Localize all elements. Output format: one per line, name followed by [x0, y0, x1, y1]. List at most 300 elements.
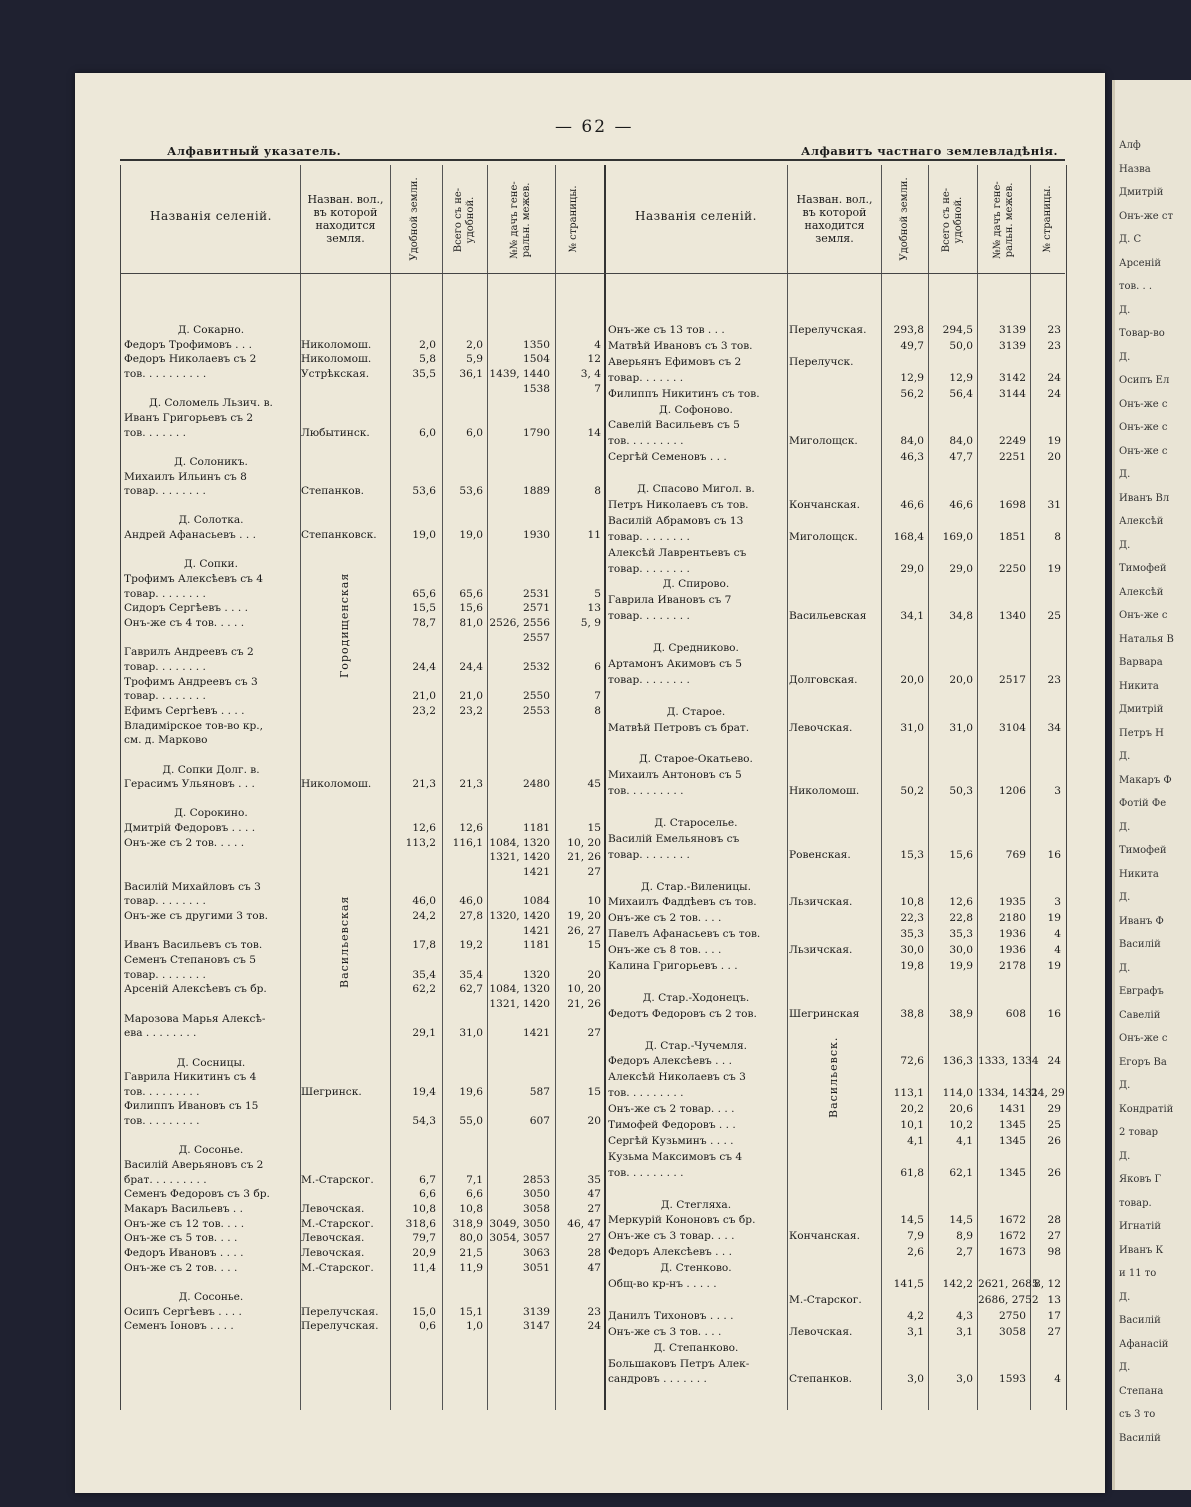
- village-heading: Д. Стар.-Чучемля.: [644, 1039, 748, 1052]
- survey-number: 1504: [523, 353, 550, 366]
- page-ref: 20: [587, 1115, 601, 1128]
- page-ref: 3: [1054, 785, 1061, 798]
- total-area: 4,3: [956, 1309, 973, 1322]
- total-area: 50,0: [949, 339, 973, 352]
- arable-area: 21,0: [412, 690, 436, 703]
- total-area: 62,1: [949, 1166, 973, 1179]
- page-ref: 19, 20: [567, 910, 601, 922]
- total-area: 55,0: [459, 1115, 483, 1128]
- page-ref: 8, 12: [1034, 1278, 1061, 1290]
- adjacent-page-text: Алексѣй: [1119, 516, 1164, 527]
- owner-name: Василій Аверьяновъ съ 2: [124, 1159, 264, 1172]
- village-heading: Д. Спасово Мигол. в.: [637, 483, 755, 495]
- arable-area: 79,7: [412, 1232, 436, 1245]
- page-ref: 46, 47: [567, 1217, 601, 1230]
- village-heading: Д. Сосницы.: [176, 1056, 246, 1069]
- arable-area: 29,1: [412, 1027, 436, 1040]
- owner-name: товар. . . . . . . .: [608, 673, 690, 686]
- volost-name: Левочская.: [789, 1325, 853, 1338]
- owner-name: Сидоръ Сергѣевъ . . . .: [124, 602, 248, 615]
- owner-name: Сергѣй Семеновъ . . .: [608, 451, 727, 464]
- total-area: 35,4: [459, 968, 483, 981]
- village-heading: Д. Стенково.: [660, 1262, 732, 1275]
- arable-area: 0,6: [419, 1320, 436, 1333]
- survey-number: 2686, 2752: [978, 1293, 1039, 1306]
- page-ref: 28: [587, 1246, 601, 1259]
- owner-name: ева . . . . . . . .: [124, 1027, 197, 1040]
- village-heading: Д. Стар.-Виленицы.: [641, 880, 751, 893]
- adjacent-page-text: Д.: [1119, 1291, 1131, 1303]
- survey-number: 1790: [523, 426, 550, 439]
- volost-name: Левочская.: [789, 721, 853, 734]
- owner-name: товар. . . . . . . .: [608, 610, 690, 623]
- arable-area: 49,7: [900, 339, 924, 352]
- owner-name: Трофимъ Андреевъ съ 3: [124, 675, 258, 688]
- total-area: 2,0: [466, 338, 483, 351]
- owner-name: Аверьянъ Ефимовъ съ 2: [608, 355, 742, 368]
- arable-area: 54,3: [412, 1115, 436, 1128]
- running-head-right: Алфавитъ частнаго землевладѣнія.: [801, 144, 1059, 158]
- owner-name: Онъ-же съ 3 тов. . . .: [608, 1325, 722, 1338]
- volost-name: Левочская.: [301, 1203, 365, 1215]
- adjacent-page-text: Афанасій: [1119, 1338, 1169, 1350]
- owner-name: Михаилъ Ильинъ съ 8: [124, 470, 247, 483]
- owner-name: Матвѣй Ивановъ съ 3 тов.: [608, 339, 753, 352]
- adjacent-page-text: Товар-во: [1119, 328, 1165, 339]
- adjacent-page-text: Д.: [1119, 469, 1131, 480]
- volost-name: Кончанская.: [789, 1230, 860, 1243]
- total-area: 2,7: [956, 1246, 973, 1259]
- adjacent-page-text: Яковъ Г: [1119, 1174, 1162, 1185]
- arable-area: 65,6: [412, 587, 436, 600]
- total-area: 6,6: [466, 1188, 483, 1201]
- total-area: 36,1: [459, 367, 483, 380]
- total-area: 136,3: [942, 1055, 973, 1068]
- owner-name: Филиппъ Ивановъ съ 15: [124, 1100, 259, 1113]
- page-ref: 31: [1047, 498, 1061, 511]
- owner-name: брат. . . . . . . . .: [124, 1173, 207, 1186]
- page-ref: 8: [1054, 530, 1061, 543]
- owner-name: Данилъ Тихоновъ . . . .: [608, 1309, 734, 1322]
- owner-name: Алексѣй Николаевъ съ 3: [608, 1071, 746, 1084]
- survey-number: 3139: [523, 1305, 550, 1318]
- village-heading: Д. Сосонье.: [178, 1290, 244, 1303]
- adjacent-page-text: Василій: [1119, 1432, 1161, 1444]
- volost-name: Кончанская.: [789, 498, 860, 511]
- adjacent-page-text: 2 товар: [1119, 1127, 1159, 1138]
- survey-number: 1321, 1420: [489, 997, 550, 1010]
- total-area: 15,1: [459, 1305, 483, 1318]
- survey-number: 3142: [999, 371, 1026, 384]
- page-ref: 20: [1047, 451, 1061, 464]
- total-area: 34,8: [949, 610, 973, 623]
- header-page-right: № страницы.: [1042, 185, 1053, 253]
- owner-name: Тимофей Федоровъ . . .: [608, 1119, 736, 1131]
- owner-name: товар. . . . . . . .: [124, 690, 206, 703]
- total-area: 318,9: [452, 1217, 483, 1230]
- survey-number: 1936: [999, 928, 1026, 941]
- owner-name: Общ-во кр-нъ . . . . .: [608, 1278, 717, 1290]
- page-ref: 23: [587, 1305, 601, 1318]
- total-area: 15,6: [459, 602, 483, 615]
- owner-name: Федоръ Алексѣевъ . . .: [608, 1055, 732, 1068]
- page-ref: 6: [594, 660, 601, 673]
- owner-name: Филиппъ Никитинъ съ тов.: [608, 387, 760, 400]
- survey-number: 1698: [999, 498, 1026, 511]
- village-heading: Д. Староселье.: [654, 816, 738, 829]
- arable-area: 3,1: [907, 1325, 924, 1338]
- total-area: 21,3: [459, 778, 483, 791]
- page-ref: 12: [587, 353, 601, 366]
- owner-name: товар. . . . . . . .: [124, 485, 206, 498]
- adjacent-page-text: Онъ-же с: [1119, 422, 1168, 433]
- arable-area: 31,0: [900, 721, 924, 734]
- survey-number: 1345: [999, 1166, 1026, 1179]
- running-head-left: Алфавитный указатель.: [167, 144, 342, 158]
- page-ref: 27: [587, 866, 601, 879]
- volost-name: Льзичская.: [789, 896, 853, 909]
- adjacent-page-text: Макаръ Ф: [1119, 774, 1172, 786]
- survey-number: 1181: [523, 822, 550, 835]
- adjacent-page-text: и 11 то: [1119, 1268, 1157, 1279]
- survey-number: 1439, 1440: [489, 367, 550, 380]
- adjacent-page-text: Кондратій: [1119, 1103, 1174, 1115]
- owner-name: Меркурій Кононовъ съ бр.: [608, 1214, 756, 1227]
- arable-area: 318,6: [405, 1217, 436, 1230]
- total-area: 5,9: [466, 353, 483, 366]
- survey-number: 1320, 1420: [489, 910, 550, 922]
- village-heading: Д. Степанково.: [653, 1341, 739, 1354]
- page-ref: 4: [1054, 1373, 1061, 1386]
- total-area: 12,6: [949, 896, 973, 909]
- survey-number: 3058: [999, 1325, 1026, 1338]
- survey-number: 1334, 1431: [978, 1087, 1039, 1100]
- arable-area: 17,8: [412, 939, 436, 952]
- adjacent-page-text: Д.: [1119, 1080, 1131, 1091]
- total-area: 21,5: [459, 1246, 483, 1259]
- survey-number: 1345: [999, 1134, 1026, 1147]
- page-ref: 21, 26: [567, 997, 601, 1010]
- page-ref: 8: [594, 485, 601, 498]
- page-ref: 23: [1047, 673, 1061, 686]
- owner-name: тов. . . . . . . . .: [124, 1085, 200, 1098]
- survey-number: 3049, 3050: [489, 1217, 550, 1230]
- survey-number: 3144: [999, 387, 1026, 400]
- survey-number: 2557: [523, 631, 550, 644]
- owner-name: см. д. Марково: [124, 734, 208, 747]
- volost-name: Перелучская.: [301, 1305, 379, 1318]
- arable-area: 14,5: [900, 1214, 924, 1227]
- village-heading: Д. Стегляха.: [660, 1198, 732, 1211]
- survey-number: 2571: [523, 602, 550, 615]
- arable-area: 6,7: [419, 1173, 436, 1186]
- arable-area: 23,2: [412, 704, 436, 717]
- arable-area: 46,6: [900, 498, 924, 511]
- adjacent-page-text: Иванъ Вл: [1119, 492, 1170, 504]
- survey-number: 608: [1005, 1007, 1026, 1020]
- arable-area: 10,1: [900, 1119, 924, 1131]
- owner-name: товар. . . . . . . .: [608, 530, 690, 543]
- page-ref: 4: [1054, 944, 1061, 957]
- total-area: 50,3: [949, 785, 973, 798]
- survey-number: 3058: [523, 1203, 550, 1215]
- survey-number: 769: [1005, 848, 1026, 861]
- village-heading: Д. Сосонье.: [178, 1144, 244, 1157]
- survey-number: 2853: [523, 1173, 550, 1186]
- owner-name: тов. . . . . . . . .: [608, 1166, 684, 1179]
- adjacent-page-text: Д.: [1119, 1150, 1131, 1162]
- survey-number: 2251: [999, 451, 1026, 464]
- total-area: 12,6: [459, 822, 483, 835]
- arable-area: 46,3: [900, 451, 924, 464]
- header-udobnoi: Удобной земли.: [409, 177, 420, 261]
- total-area: 24,4: [459, 660, 483, 673]
- page-ref: 15: [587, 939, 601, 952]
- page-ref: 45: [587, 778, 601, 791]
- volost-name: Шегринская: [789, 1007, 860, 1020]
- page-ref: 25: [1047, 1119, 1061, 1131]
- page-ref: 23: [1047, 324, 1061, 336]
- survey-number: 1340: [999, 610, 1026, 623]
- header-page: № страницы.: [568, 185, 579, 253]
- page-ref: 19: [1047, 960, 1061, 972]
- owner-name: товар. . . . . . . .: [124, 660, 206, 673]
- header-vsego-right: Всего съ не- удобной.: [941, 187, 964, 253]
- owner-name: Семенъ Федоровъ съ 3 бр.: [124, 1188, 270, 1201]
- owner-name: товар. . . . . . . .: [608, 848, 690, 861]
- page-ref: 13: [1047, 1293, 1061, 1306]
- header-names-right: Названія селеній.: [635, 209, 757, 223]
- header-dach: №№ дачъ гене- ральн. межев.: [509, 181, 532, 259]
- arable-area: 11,4: [412, 1261, 436, 1274]
- owner-name: товар. . . . . . . .: [608, 562, 690, 575]
- arable-area: 113,1: [893, 1087, 924, 1100]
- group-label-vasilevsk-right: Васильевск.: [827, 1036, 840, 1118]
- page-ref: 24: [1047, 1055, 1061, 1068]
- survey-number: 1345: [999, 1119, 1026, 1131]
- adjacent-page-text: Тимофей: [1119, 845, 1167, 856]
- total-area: 294,5: [942, 324, 973, 336]
- arable-area: 6,0: [419, 426, 436, 439]
- owner-name: Гаврила Никитинъ съ 4: [124, 1071, 257, 1084]
- arable-area: 7,9: [907, 1230, 924, 1243]
- page-ref: 16: [1047, 848, 1061, 861]
- owner-name: Онъ-же съ 2 товар. . . .: [608, 1103, 735, 1116]
- total-area: 62,7: [459, 983, 483, 996]
- survey-number: 1421: [523, 924, 550, 937]
- page-ref: 24: [587, 1320, 601, 1333]
- survey-number: 3104: [999, 721, 1026, 734]
- arable-area: 10,8: [900, 896, 924, 909]
- village-heading: Д. Спирово.: [662, 578, 730, 591]
- total-area: 30,0: [949, 944, 973, 957]
- total-area: 11,9: [459, 1261, 483, 1274]
- arable-area: 29,0: [900, 562, 924, 575]
- page-ref: 5: [594, 587, 601, 600]
- page-ref: 34: [1047, 721, 1061, 734]
- page-ref: 27: [1047, 1230, 1061, 1243]
- volost-name: Васильевская: [789, 610, 867, 623]
- volost-name: Николомош.: [789, 785, 860, 798]
- owner-name: Кузьма Максимовъ съ 4: [608, 1150, 743, 1163]
- survey-number: 3063: [523, 1246, 550, 1259]
- arable-area: 20,0: [900, 673, 924, 686]
- total-area: 7,1: [466, 1173, 483, 1186]
- arable-area: 30,0: [900, 944, 924, 957]
- adjacent-page-fragment: [1112, 80, 1191, 1490]
- header-rule: [120, 159, 1065, 161]
- total-area: 142,2: [942, 1278, 973, 1290]
- adjacent-page-text: Василій: [1119, 939, 1161, 950]
- owner-name: Матвѣй Петровъ съ брат.: [608, 721, 750, 734]
- adjacent-page-text: Онъ-же с: [1119, 398, 1168, 410]
- owner-name: Онъ-же съ 12 тов. . . .: [124, 1217, 245, 1230]
- survey-number: 2750: [999, 1309, 1026, 1322]
- owner-name: тов. . . . . . . . .: [608, 785, 684, 798]
- owner-name: Дмитрій Федоровъ . . . .: [124, 822, 256, 835]
- group-label-gorodishchenskaya: Городищенская: [338, 572, 351, 678]
- arable-area: 61,8: [900, 1166, 924, 1179]
- total-area: 38,9: [949, 1007, 973, 1020]
- volost-name: М.-Старског.: [301, 1261, 374, 1274]
- page-ref: 24, 29: [1031, 1087, 1065, 1100]
- total-area: 80,0: [459, 1232, 483, 1245]
- adjacent-page-text: Никита: [1119, 868, 1159, 880]
- survey-number: 3054, 3057: [489, 1232, 550, 1245]
- village-heading: Д. Сопки.: [184, 558, 238, 571]
- page-ref: 29: [1047, 1103, 1061, 1116]
- total-area: 19,2: [459, 939, 483, 952]
- survey-number: 2517: [999, 673, 1026, 686]
- survey-number: 1593: [999, 1373, 1026, 1386]
- page-ref: 27: [587, 1203, 601, 1215]
- owner-name: Гаврила Ивановъ съ 7: [608, 594, 732, 607]
- arable-area: 46,0: [412, 895, 436, 908]
- owner-name: Трофимъ Алексѣевъ съ 4: [124, 573, 264, 586]
- survey-number: 1930: [523, 529, 550, 542]
- owner-name: Василій Михайловъ съ 3: [124, 880, 261, 893]
- adjacent-page-text: Осипъ Ел: [1119, 375, 1170, 386]
- survey-number: 2621, 2685: [978, 1278, 1039, 1290]
- arable-area: 5,8: [419, 353, 436, 366]
- page-ref: 16: [1047, 1007, 1061, 1020]
- village-heading: Д. Солотка.: [178, 514, 244, 527]
- total-area: 20,0: [949, 673, 973, 686]
- total-area: 3,0: [956, 1373, 973, 1386]
- total-area: 4,1: [956, 1134, 973, 1147]
- adjacent-page-text: Онъ-же с: [1119, 1033, 1168, 1044]
- survey-number: 2550: [523, 690, 550, 703]
- owner-name: Осипъ Сергѣевъ . . . .: [124, 1305, 242, 1318]
- adjacent-page-text: Дмитрій: [1119, 704, 1164, 715]
- group-label-vasilevskaya: Васильевская: [338, 895, 351, 988]
- arable-area: 53,6: [412, 485, 436, 498]
- adjacent-page-text: Дмитрій: [1119, 187, 1164, 198]
- arable-area: 35,3: [900, 928, 924, 941]
- owner-name: Гаврилъ Андреевъ съ 2: [124, 646, 254, 659]
- total-area: 20,6: [949, 1103, 973, 1116]
- owner-name: Онъ-же съ 2 тов. . . .: [608, 912, 722, 925]
- owner-name: Сергѣй Кузьминъ . . . .: [608, 1134, 734, 1147]
- adjacent-page-text: Д.: [1119, 751, 1131, 762]
- survey-number: 2532: [523, 660, 550, 673]
- total-area: 53,6: [459, 485, 483, 498]
- page-ref: 26: [1047, 1166, 1061, 1179]
- survey-number: 2526, 2556: [489, 617, 550, 629]
- adjacent-page-text: Арсеній: [1119, 257, 1162, 269]
- total-area: 19,9: [949, 960, 973, 972]
- survey-number: 2178: [999, 960, 1026, 972]
- page-ref: 24: [1047, 387, 1061, 400]
- village-heading: Д. Стар.-Ходонецъ.: [642, 991, 750, 1004]
- village-heading: Д. Сорокино.: [174, 807, 248, 820]
- total-area: 29,0: [949, 562, 973, 575]
- total-area: 3,1: [956, 1325, 973, 1338]
- village-heading: Д. Старое-Окатьево.: [639, 753, 753, 766]
- total-area: 10,8: [459, 1203, 483, 1215]
- adjacent-page-text: Игнатій: [1119, 1221, 1161, 1232]
- page-ref: 27: [1047, 1325, 1061, 1338]
- adjacent-page-text: Онъ-же ст: [1119, 210, 1174, 222]
- volost-name: Степанковск.: [301, 529, 377, 542]
- volost-name: Перелучск.: [789, 355, 854, 368]
- total-area: 21,0: [459, 690, 483, 703]
- owner-name: Онъ-же съ 8 тов. . . .: [608, 944, 722, 957]
- survey-number: 3139: [999, 339, 1026, 352]
- adjacent-page-text: Петръ Н: [1119, 727, 1164, 739]
- adjacent-page-text: Алф: [1119, 140, 1141, 151]
- volost-name: Ровенская.: [789, 848, 851, 861]
- page-ref: 26, 27: [567, 924, 601, 937]
- total-area: 27,8: [459, 910, 483, 922]
- owner-name: Семенъ Степановъ съ 5: [124, 953, 256, 966]
- adjacent-page-text: Фотій Фе: [1119, 798, 1167, 809]
- volost-name: Миголощск.: [789, 435, 858, 448]
- header-volost-right: Назван. вол., въ которой находится земля.: [796, 193, 873, 245]
- adjacent-page-text: Василій: [1119, 1315, 1161, 1326]
- total-area: 14,5: [949, 1214, 973, 1227]
- total-area: 47,7: [949, 451, 973, 464]
- page-ref: 10: [587, 895, 601, 908]
- survey-number: 1333, 1334: [978, 1055, 1039, 1068]
- owner-name: тов. . . . . . . . .: [124, 1115, 200, 1128]
- arable-area: 2,0: [419, 338, 436, 351]
- page-ref: 8: [594, 704, 601, 717]
- survey-number: 1431: [999, 1103, 1026, 1116]
- survey-number: 1421: [523, 1027, 550, 1040]
- volost-name: Николомош.: [301, 778, 372, 791]
- adjacent-page-text: Д.: [1119, 1362, 1131, 1373]
- volost-name: Левочская.: [301, 1246, 365, 1259]
- owner-name: Артамонъ Акимовъ съ 5: [608, 657, 742, 670]
- arable-area: 24,2: [412, 910, 436, 922]
- survey-number: 2480: [523, 778, 550, 791]
- owner-name: Петръ Николаевъ съ тов.: [608, 498, 749, 511]
- page-ref: 11: [587, 529, 601, 542]
- arable-area: 20,2: [900, 1103, 924, 1116]
- page-ref: 47: [587, 1188, 601, 1201]
- arable-area: 4,2: [907, 1309, 924, 1322]
- total-area: 6,0: [466, 426, 483, 439]
- total-area: 35,3: [949, 928, 973, 941]
- survey-number: 1889: [523, 485, 550, 498]
- header-vsego: Всего съ не- удобной.: [453, 187, 476, 253]
- page-ref: 4: [1054, 928, 1061, 941]
- adjacent-page-text: Варвара: [1119, 657, 1163, 668]
- total-area: 23,2: [459, 704, 483, 717]
- arable-area: 19,4: [412, 1085, 436, 1098]
- adjacent-page-text: Егоръ Ва: [1119, 1056, 1167, 1068]
